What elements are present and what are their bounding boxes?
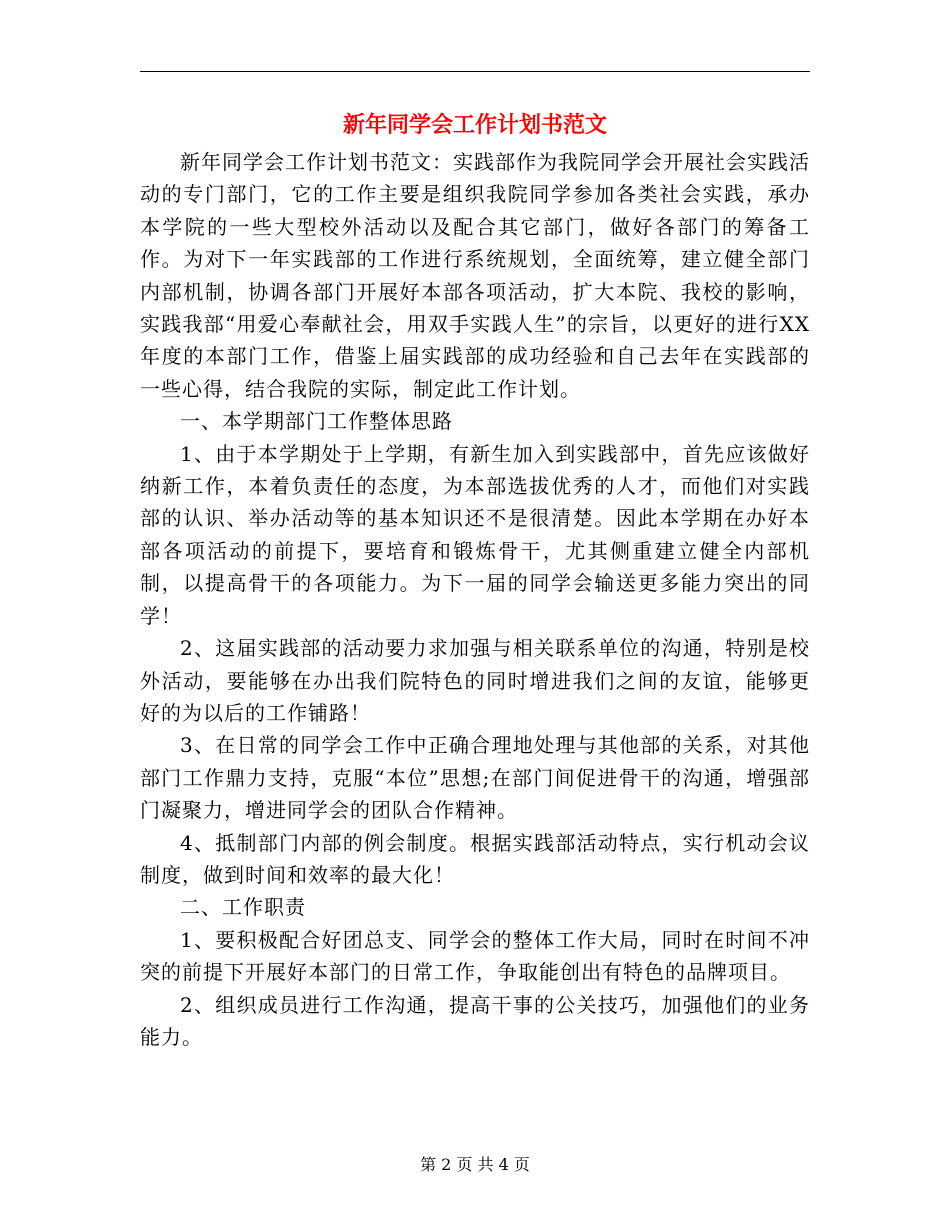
paragraph-duty-2: 2、组织成员进行工作沟通，提高干事的公关技巧，加强他们的业务能力。 xyxy=(140,992,810,1049)
paragraph-duty-1: 1、要积极配合好团总支、同学会的整体工作大局，同时在时间不冲突的前提下开展好本部门的日常工作，争取能创出有特色的品牌项目。 xyxy=(140,927,810,985)
paragraph-approach-2: 2、这届实践部的活动要力求加强与相关联系单位的沟通，特别是校外活动，要能够在办出我们院特色的同时增进我们之间的友谊，能够更好的为以后的工作铺路！ xyxy=(140,636,810,725)
paragraph-approach-4: 4、抵制部门内部的例会制度。根据实践部活动特点，实行机动会议制度，做到时间和效率的最大化！ xyxy=(140,830,810,887)
document-body xyxy=(140,146,810,1053)
intro-paragraph: 新年同学会工作计划书范文：实践部作为我院同学会开展社会实践活动的专门部门，它的工作主要是组织我院同学参加各类社会实践，承办本学院的一些大型校外活动以及配合其它部门，做好各部门的筹备工作。为对下一年实践部的工作进行系统规划，全面统筹，建立健全部门内部机制，协调各部门开展好本部各项活动，扩大本院、我校的影响，实践我部“用爱心奉献社会，用双手实践人生”的宗旨，以更好的进行XX年度的本部门工作，借鉴上届实践部的成功经验和自己去年在实践部的一些心得，结合我院的实际，制定此工作计划。 xyxy=(140,150,810,401)
paragraph-approach-3: 3、在日常的同学会工作中正确合理地处理与其他部的关系，对其他部门工作鼎力支持，克服“本位”思想;在部门间促进骨干的沟通，增强部门凝聚力，增进同学会的团队合作精神。 xyxy=(140,733,810,823)
page-number: 第 2 页 共 4 页 xyxy=(420,1155,530,1174)
header-rule xyxy=(140,71,810,72)
section-heading-overall-approach: 一、本学期部门工作整体思路 xyxy=(180,409,453,434)
page-title: 新年同学会工作计划书范文 xyxy=(342,113,607,138)
paragraph-approach-1: 1、由于本学期处于上学期，有新生加入到实践部中，首先应该做好纳新工作，本着负责任的态度，为本部选拔优秀的人才，而他们对实践部的认识、举办活动等的基本知识还不是很清楚。因此本学期在办好本部各项活动的前提下，要培育和锻炼骨干，尤其侧重建立健全内部机制，以提高骨干的各项能力。为下一届的同学会输送更多能力突出的同学！ xyxy=(140,441,810,628)
section-heading-duties: 二、工作职责 xyxy=(180,895,306,920)
